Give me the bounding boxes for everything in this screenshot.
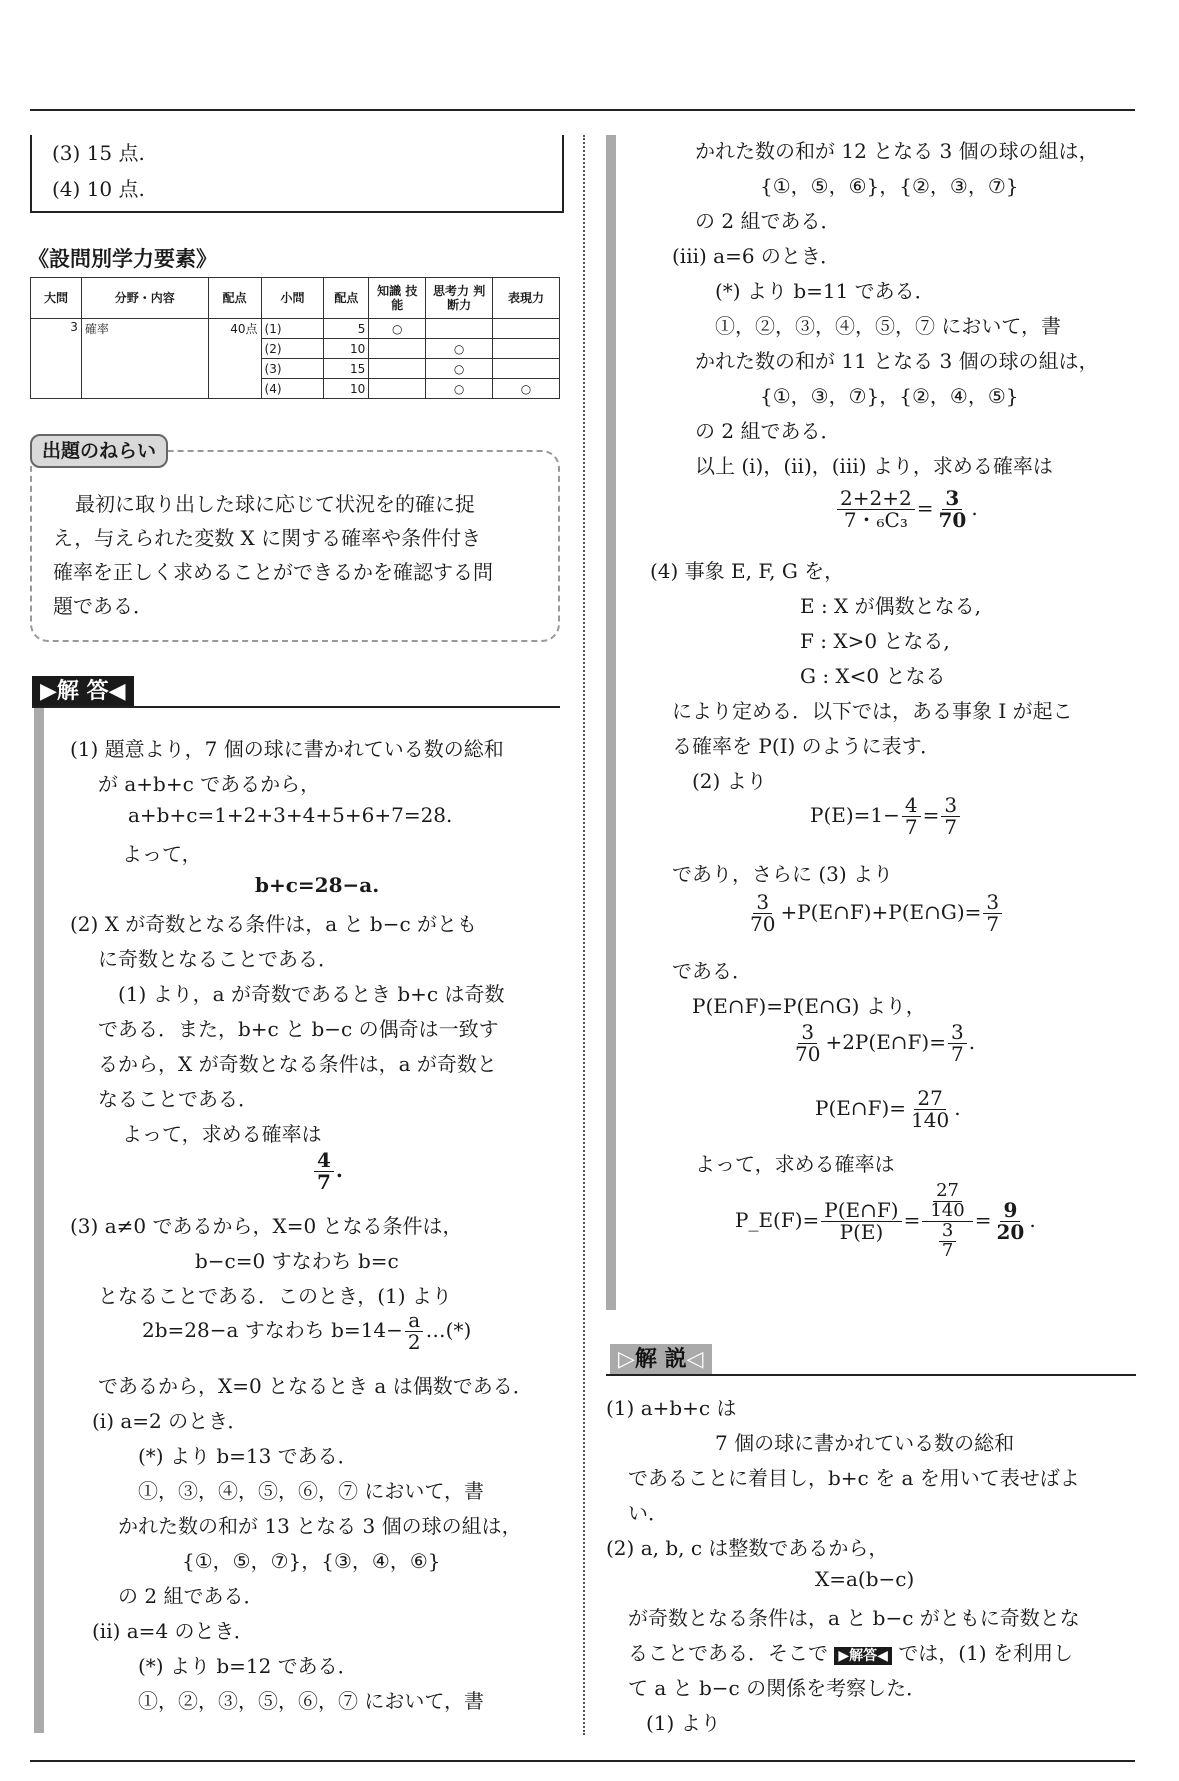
- ans-line: の 2 組である．: [118, 1584, 264, 1608]
- th-points2: 配点: [324, 278, 369, 319]
- th-points: 配点: [208, 278, 261, 319]
- cell-e: ○: [493, 379, 560, 399]
- column-divider: [583, 135, 585, 1735]
- ans-line: (i) a=2 のとき．: [92, 1409, 248, 1433]
- cell-pts: 15: [324, 359, 369, 379]
- aim-line-3: 確率を正しく求めることができるかを確認する問: [53, 560, 493, 584]
- explanation-tag: ▷解 説◁: [610, 1344, 712, 1376]
- r-line: により定める．以下では，ある事象 I が起こ: [672, 699, 1073, 723]
- cell-e: [493, 359, 560, 379]
- r-line: 以上 (i)，(ii)，(iii) より，求める確率は: [695, 454, 1053, 478]
- th-field: 分野・内容: [81, 278, 208, 319]
- r-line: であり，さらに (3) より: [672, 862, 894, 886]
- cell-e: [493, 339, 560, 359]
- ans-line: であるから，X=0 となるとき a は偶数である．: [98, 1374, 533, 1398]
- ans-line: よって，求める確率は: [122, 1122, 322, 1146]
- cell-s: [426, 319, 493, 339]
- ex-line: い．: [628, 1501, 668, 1525]
- answer-tag: ▶解 答◀: [32, 676, 134, 708]
- box-item-4: (4) 10 点.: [52, 177, 145, 201]
- ex-line-ref: ることである．そこで ▶解答◀ では，(1) を利用し: [628, 1641, 1073, 1665]
- ex-line: (1) a+b+c は: [606, 1396, 737, 1420]
- r-line: G : X<0 となる: [800, 664, 946, 688]
- r-line: F : X>0 となる,: [800, 629, 950, 653]
- ans-line: かれた数の和が 13 となる 3 個の球の組は，: [118, 1514, 522, 1538]
- ans-line: ①，③，④，⑤，⑥，⑦ において，書: [138, 1479, 484, 1503]
- ans-eq-star: 2b=28−a すなわち b=14− $\frac{a}{2}$ …(*): [142, 1308, 472, 1354]
- ans-line: b+c=28−a.: [255, 873, 380, 897]
- r-line: (4) 事象 E, F, G を，: [650, 559, 845, 583]
- footer-rule: [30, 1760, 1135, 1762]
- header-rule: [30, 109, 1135, 111]
- cell-pts: 10: [324, 339, 369, 359]
- cell-daimon: 3: [31, 319, 82, 399]
- cell-total: 40点: [208, 319, 261, 399]
- ans-line: なることである．: [98, 1087, 258, 1111]
- answer-side-bar: [34, 708, 44, 1733]
- box-item-3: (3) 15 点.: [52, 141, 145, 165]
- explanation-rule: [606, 1374, 1136, 1376]
- cell-k: ○: [369, 319, 426, 339]
- ans-line: (1) より，a が奇数であるとき b+c は奇数: [118, 982, 505, 1006]
- r-line: E : X が偶数となる,: [800, 594, 982, 618]
- ans-line: (*) より b=13 である．: [138, 1444, 358, 1468]
- ans-line: (2) X が奇数となる条件は，a と b−c がとも: [70, 912, 478, 936]
- ans-line: (3) a≠0 であるから，X=0 となる条件は，: [70, 1214, 463, 1238]
- cell-s: ○: [426, 379, 493, 399]
- ans-line: となることである．このとき，(1) より: [98, 1284, 452, 1308]
- ans-line: が a+b+c であるから，: [98, 772, 321, 796]
- r-line: {①，③，⑦}，{②，④，⑤}: [760, 384, 1019, 408]
- r-line: の 2 組である．: [695, 419, 841, 443]
- ans-line: (*) より b=12 である．: [138, 1654, 358, 1678]
- r-line: (iii) a=6 のとき．: [672, 244, 841, 268]
- cell-pts: 10: [324, 379, 369, 399]
- top-box: [30, 135, 564, 213]
- aim-line-1: 最初に取り出した球に応じて状況を的確に捉: [75, 492, 475, 516]
- th-thinking: 思考力 判断力: [426, 278, 493, 319]
- ans-line: よって，: [122, 842, 202, 866]
- r-line: かれた数の和が 11 となる 3 個の球の組は，: [695, 349, 1099, 373]
- cell-field: 確率: [81, 319, 208, 399]
- r-line: P(E∩F)=P(E∩G) より，: [692, 994, 926, 1018]
- r-eq-PE: P(E)=1− $\frac{4}{7}$ = $\frac{3}{7}$: [810, 795, 962, 838]
- r-eq-PEF: P(E∩F)= $\frac{27}{140}$ .: [815, 1086, 961, 1132]
- table-row: [31, 319, 560, 339]
- ex-line: て a と b−c の関係を考察した．: [628, 1676, 927, 1700]
- ans-frac-4-7: $\frac{4}{7}$ .: [312, 1150, 343, 1193]
- cell-e: [493, 319, 560, 339]
- answer-tag-label: 解 答: [56, 679, 109, 704]
- answer-ref-badge: ▶解答◀: [834, 1647, 892, 1665]
- ans-line: (1) 題意より，7 個の球に書かれている数の総和: [70, 737, 504, 761]
- requirements-table: [30, 277, 560, 399]
- r-line: ①，②，③，④，⑤，⑦ において，書: [715, 314, 1061, 338]
- r-line: よって，求める確率は: [695, 1152, 895, 1176]
- r-line: の 2 組である．: [695, 209, 841, 233]
- cell-k: [369, 359, 426, 379]
- ans-line: るから，X が奇数となる条件は，a が奇数と: [98, 1052, 497, 1076]
- th-knowledge: 知識 技能: [369, 278, 426, 319]
- ans-line: (ii) a=4 のとき．: [92, 1619, 254, 1643]
- r-frac-3-70: $\frac{2+2+2}{\text{7・₆C₃}}$ = $\frac{3}{70}$ .: [835, 488, 978, 531]
- cell-k: [369, 339, 426, 359]
- ans-line: {①，⑤，⑦}，{③，④，⑥}: [182, 1549, 441, 1573]
- right-side-bar: [606, 135, 616, 1310]
- r-eq-sum: $\frac{3}{70}$ +P(E∩F)+P(E∩G)= $\frac{3}{7}$: [745, 892, 1004, 935]
- cell-pts: 5: [324, 319, 369, 339]
- cell-q: (4): [261, 379, 324, 399]
- cell-q: (1): [261, 319, 324, 339]
- r-line: かれた数の和が 12 となる 3 個の球の組は，: [695, 139, 1099, 163]
- ex-line: (2) a, b, c は整数であるから，: [606, 1536, 889, 1560]
- explanation-tag-label: 解 説: [634, 1347, 687, 1372]
- aim-line-4: 題である．: [53, 594, 153, 618]
- ex-line: であることに着目し，b+c を a を用いて表せばよ: [628, 1466, 1080, 1490]
- cell-k: [369, 379, 426, 399]
- r-eq-final: P_E(F)= $\frac{P(E\cap F)}{P(E)}$ = $\frac{\frac{27}{140}}{\frac{3}{7}}$ = $\frac{9}{20}$ .: [735, 1180, 1036, 1261]
- ans-line: に奇数となることである．: [98, 947, 338, 971]
- cell-q: (2): [261, 339, 324, 359]
- r-line: (2) より: [692, 769, 767, 793]
- answer-rule: [32, 706, 560, 708]
- ex-line: X=a(b−c): [815, 1567, 915, 1591]
- ex-line: 7 個の球に書かれている数の総和: [715, 1431, 1015, 1455]
- ex-line: が奇数となる条件は，a と b−c がともに奇数とな: [628, 1606, 1080, 1630]
- cell-s: ○: [426, 359, 493, 379]
- ex-line: (1) より: [646, 1711, 721, 1735]
- ans-line: ①，②，③，⑤，⑥，⑦ において，書: [138, 1689, 484, 1713]
- aim-line-2: え，与えられた変数 X に関する確率や条件付き: [53, 526, 482, 550]
- ans-line: b−c=0 すなわち b=c: [195, 1249, 399, 1273]
- requirements-heading: 《設問別学力要素》: [28, 247, 217, 271]
- cell-q: (3): [261, 359, 324, 379]
- ans-line: a+b+c=1+2+3+4+5+6+7=28.: [128, 803, 453, 827]
- r-eq-2P: $\frac{3}{70}$ +2P(E∩F)= $\frac{3}{7}$ .: [795, 1020, 976, 1066]
- r-line: る確率を P(I) のように表す．: [672, 734, 941, 758]
- th-expression: 表現力: [493, 278, 560, 319]
- r-line: {①，⑤，⑥}，{②，③，⑦}: [760, 174, 1019, 198]
- th-shomon: 小問: [261, 278, 324, 319]
- r-line: である．: [672, 959, 752, 983]
- th-daimon: 大問: [31, 278, 82, 319]
- aim-tag: 出題のねらい: [30, 434, 168, 468]
- ans-line: である．また，b+c と b−c の偶奇は一致す: [98, 1017, 499, 1041]
- cell-s: ○: [426, 339, 493, 359]
- r-line: (*) より b=11 である．: [715, 279, 935, 303]
